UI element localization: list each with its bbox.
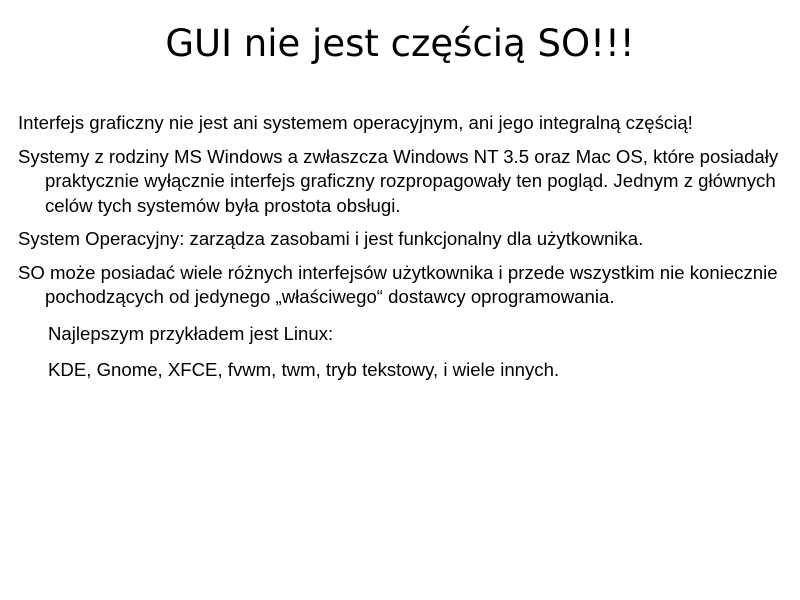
paragraph-windows-macos: Systemy z rodziny MS Windows a zwłaszcza Windows NT 3.5 oraz Mac OS, które posiadały praktycznie wyłącznie interfejs graficzny rozpropagowały ten pogląd. Jednym z głównych celów tych systemów była prostota obsługi. xyxy=(18,145,779,216)
paragraph-os-definition: System Operacyjny: zarządza zasobami i jest funkcjonalny dla użytkownika. xyxy=(18,228,644,249)
slide-title: GUI nie jest częścią SO!!! xyxy=(165,22,635,65)
sub-paragraph-linux-example: Najlepszym przykładem jest Linux: xyxy=(48,322,334,344)
sub-paragraph-desktop-list: KDE, Gnome, XFCE, fvwm, twm, tryb tekstowy, i wiele innych. xyxy=(48,359,560,380)
paragraph-gui-not-os: Interfejs graficzny nie jest ani systemem operacyjnym, ani jego integralną częścią! xyxy=(18,112,693,133)
paragraph-many-interfaces: SO może posiadać wiele różnych interfejsów użytkownika i przede wszystkim nie koniecznie pochodzących od jedynego „właściwego“ dostawcy oprogramowania. xyxy=(18,261,778,307)
slide-body xyxy=(18,111,793,393)
